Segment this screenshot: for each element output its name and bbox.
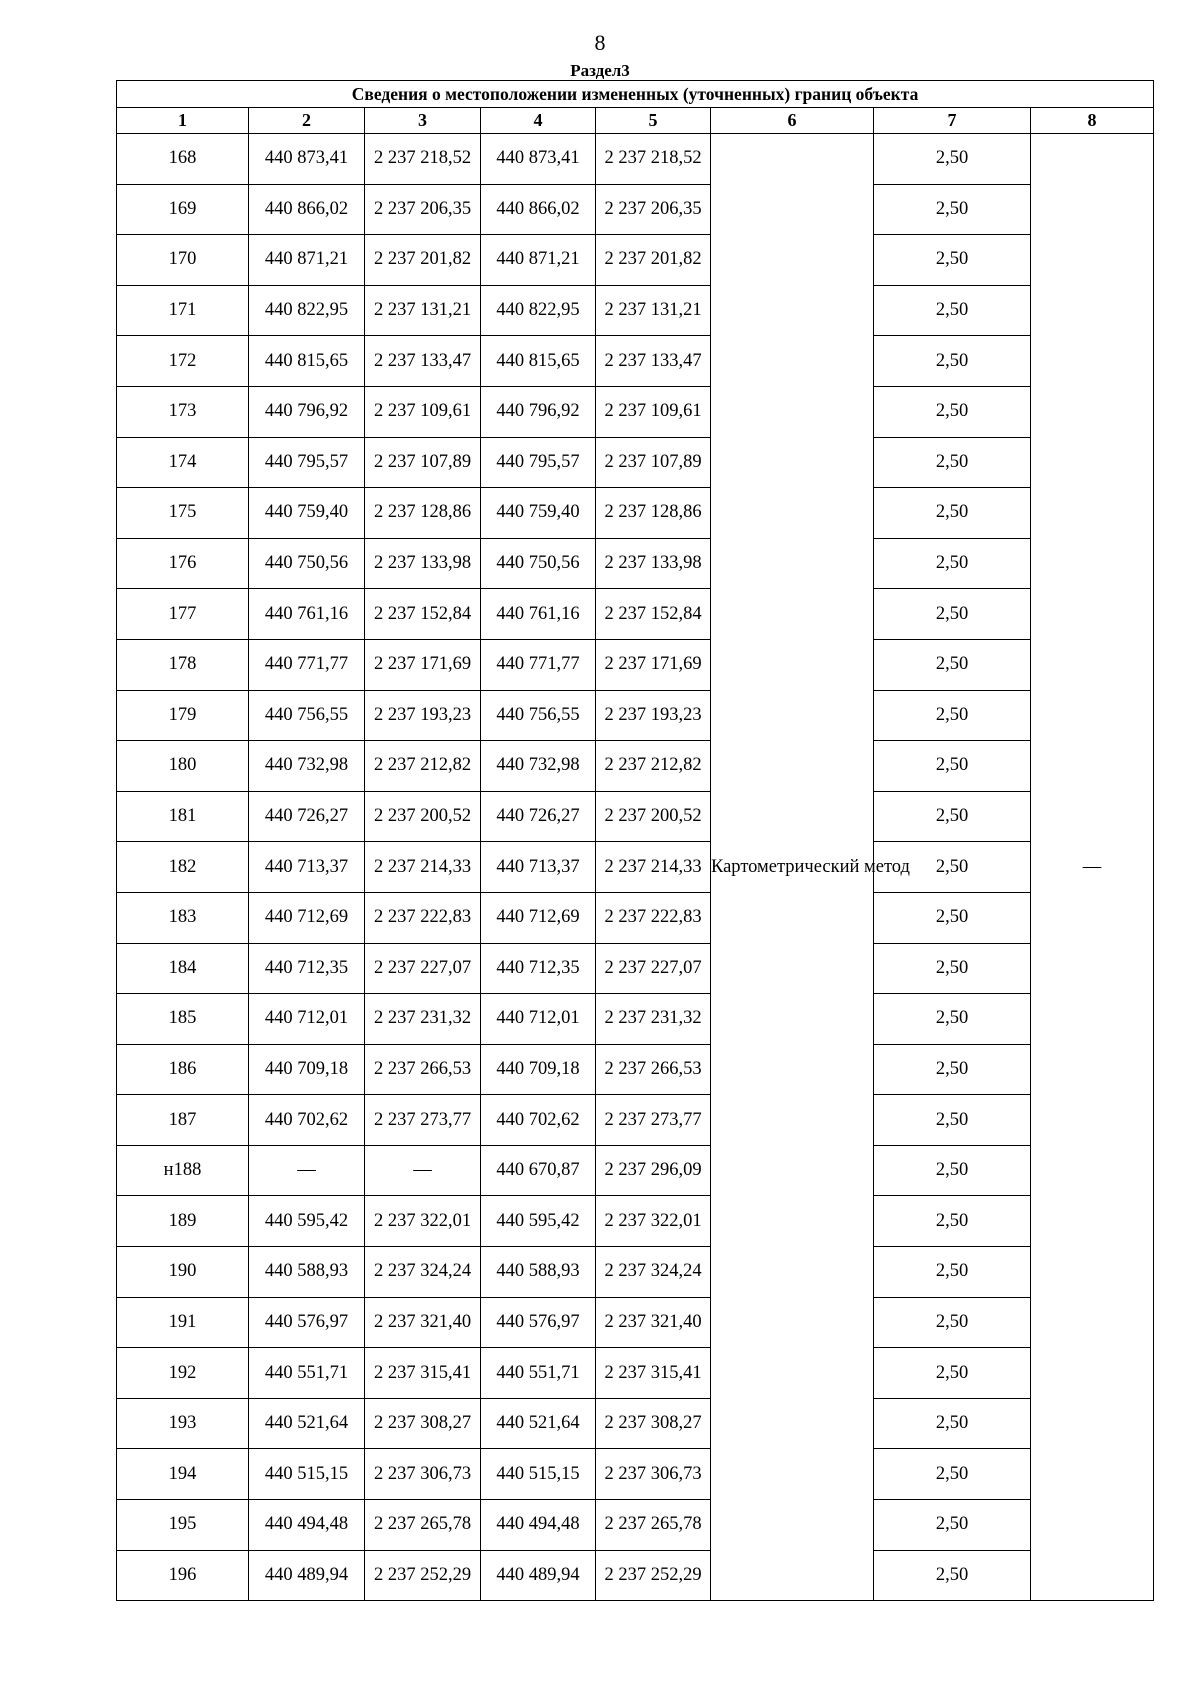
old-y-cell: 2 237 266,53 [365, 1044, 481, 1095]
old-x-cell: 440 873,41 [249, 134, 365, 185]
old-x-cell: 440 771,77 [249, 639, 365, 690]
accuracy-cell: 2,50 [874, 892, 1031, 943]
new-y-cell: 2 237 128,86 [596, 488, 711, 539]
table-row [117, 1398, 1154, 1449]
point-number-cell: 184 [117, 943, 249, 994]
point-number-cell: 196 [117, 1550, 249, 1601]
new-x-cell: 440 702,62 [481, 1095, 596, 1146]
new-y-cell: 2 237 201,82 [596, 235, 711, 286]
old-x-cell: 440 732,98 [249, 741, 365, 792]
accuracy-cell: 2,50 [874, 488, 1031, 539]
page-number: 8 [594, 30, 606, 55]
old-x-cell: 440 866,02 [249, 184, 365, 235]
old-x-cell: 440 759,40 [249, 488, 365, 539]
table-row [117, 1348, 1154, 1399]
new-x-cell: 440 815,65 [481, 336, 596, 387]
old-x-cell: 440 871,21 [249, 235, 365, 286]
old-x-cell: 440 712,69 [249, 892, 365, 943]
new-x-cell: 440 709,18 [481, 1044, 596, 1095]
column-number: 5 [596, 108, 711, 134]
point-number-cell: 187 [117, 1095, 249, 1146]
column-number: 6 [711, 108, 874, 134]
column-number: 2 [249, 108, 365, 134]
old-x-cell: 440 822,95 [249, 285, 365, 336]
old-x-cell: 440 726,27 [249, 791, 365, 842]
table-row [117, 1550, 1154, 1601]
table-row [117, 589, 1154, 640]
old-x-cell: 440 489,94 [249, 1550, 365, 1601]
new-x-cell: 440 576,97 [481, 1297, 596, 1348]
point-number-cell: 169 [117, 184, 249, 235]
accuracy-cell: 2,50 [874, 741, 1031, 792]
table-row [117, 285, 1154, 336]
new-x-cell: 440 712,35 [481, 943, 596, 994]
table-row [117, 994, 1154, 1045]
accuracy-cell: 2,50 [874, 639, 1031, 690]
accuracy-cell: 2,50 [874, 791, 1031, 842]
new-x-cell: 440 866,02 [481, 184, 596, 235]
table-row [117, 690, 1154, 741]
old-y-cell: 2 237 227,07 [365, 943, 481, 994]
old-y-cell: 2 237 171,69 [365, 639, 481, 690]
new-y-cell: 2 237 266,53 [596, 1044, 711, 1095]
new-x-cell: 440 713,37 [481, 842, 596, 893]
old-y-cell: 2 237 128,86 [365, 488, 481, 539]
accuracy-cell: 2,50 [874, 1196, 1031, 1247]
old-y-cell: 2 237 133,47 [365, 336, 481, 387]
point-number-cell: 179 [117, 690, 249, 741]
point-number-cell: 189 [117, 1196, 249, 1247]
accuracy-cell: 2,50 [874, 134, 1031, 185]
old-x-cell: 440 551,71 [249, 1348, 365, 1399]
old-y-cell: 2 237 214,33 [365, 842, 481, 893]
new-y-cell: 2 237 324,24 [596, 1247, 711, 1298]
old-y-cell: 2 237 193,23 [365, 690, 481, 741]
point-number-cell: 168 [117, 134, 249, 185]
accuracy-cell: 2,50 [874, 336, 1031, 387]
table-row [117, 842, 1154, 893]
point-number-cell: 171 [117, 285, 249, 336]
accuracy-cell: 2,50 [874, 690, 1031, 741]
point-number-cell: 181 [117, 791, 249, 842]
new-x-cell: 440 750,56 [481, 538, 596, 589]
new-y-cell: 2 237 107,89 [596, 437, 711, 488]
accuracy-cell: 2,50 [874, 1044, 1031, 1095]
new-x-cell: 440 732,98 [481, 741, 596, 792]
table-row [117, 1196, 1154, 1247]
accuracy-cell: 2,50 [874, 1550, 1031, 1601]
old-y-cell: 2 237 206,35 [365, 184, 481, 235]
new-x-cell: 440 795,57 [481, 437, 596, 488]
new-y-cell: 2 237 315,41 [596, 1348, 711, 1399]
point-number-cell: 176 [117, 538, 249, 589]
old-x-cell: 440 796,92 [249, 386, 365, 437]
new-y-cell: 2 237 109,61 [596, 386, 711, 437]
old-y-cell: 2 237 222,83 [365, 892, 481, 943]
accuracy-cell: 2,50 [874, 1297, 1031, 1348]
point-number-cell: 170 [117, 235, 249, 286]
table-row [117, 892, 1154, 943]
new-x-cell: 440 670,87 [481, 1145, 596, 1196]
table-row [117, 791, 1154, 842]
old-y-cell: 2 237 200,52 [365, 791, 481, 842]
old-y-cell: 2 237 321,40 [365, 1297, 481, 1348]
section-title: Раздел3 [570, 61, 630, 80]
new-x-cell: 440 771,77 [481, 639, 596, 690]
point-number-cell: 177 [117, 589, 249, 640]
table-caption: Сведения о местоположении измененных (уточненных) границ объекта [117, 81, 1154, 108]
new-x-cell: 440 796,92 [481, 386, 596, 437]
new-y-cell: 2 237 131,21 [596, 285, 711, 336]
new-y-cell: 2 237 322,01 [596, 1196, 711, 1247]
accuracy-cell: 2,50 [874, 184, 1031, 235]
new-x-cell: 440 726,27 [481, 791, 596, 842]
method-cell: Картометрический метод [711, 134, 874, 1601]
point-number-cell: 183 [117, 892, 249, 943]
new-x-cell: 440 551,71 [481, 1348, 596, 1399]
column-number: 7 [874, 108, 1031, 134]
old-x-cell: 440 494,48 [249, 1500, 365, 1551]
point-number-cell: 194 [117, 1449, 249, 1500]
new-y-cell: 2 237 171,69 [596, 639, 711, 690]
point-number-cell: 195 [117, 1500, 249, 1551]
accuracy-cell: 2,50 [874, 386, 1031, 437]
table-row [117, 1095, 1154, 1146]
old-y-cell: 2 237 152,84 [365, 589, 481, 640]
old-y-cell: 2 237 107,89 [365, 437, 481, 488]
old-y-cell: 2 237 322,01 [365, 1196, 481, 1247]
table-row [117, 1247, 1154, 1298]
point-number-cell: 186 [117, 1044, 249, 1095]
new-x-cell: 440 712,01 [481, 994, 596, 1045]
table-row [117, 1044, 1154, 1095]
new-y-cell: 2 237 193,23 [596, 690, 711, 741]
new-y-cell: 2 237 231,32 [596, 994, 711, 1045]
new-x-cell: 440 822,95 [481, 285, 596, 336]
new-y-cell: 2 237 227,07 [596, 943, 711, 994]
accuracy-cell: 2,50 [874, 1398, 1031, 1449]
old-x-cell: 440 709,18 [249, 1044, 365, 1095]
table-row [117, 1145, 1154, 1196]
old-x-cell: 440 595,42 [249, 1196, 365, 1247]
new-y-cell: 2 237 306,73 [596, 1449, 711, 1500]
new-y-cell: 2 237 273,77 [596, 1095, 711, 1146]
old-y-cell: 2 237 265,78 [365, 1500, 481, 1551]
old-x-cell: 440 750,56 [249, 538, 365, 589]
accuracy-cell: 2,50 [874, 943, 1031, 994]
table-row [117, 235, 1154, 286]
old-x-cell: 440 756,55 [249, 690, 365, 741]
new-y-cell: 2 237 222,83 [596, 892, 711, 943]
point-number-cell: 175 [117, 488, 249, 539]
new-y-cell: 2 237 152,84 [596, 589, 711, 640]
column-number: 8 [1031, 108, 1154, 134]
new-y-cell: 2 237 321,40 [596, 1297, 711, 1348]
new-x-cell: 440 489,94 [481, 1550, 596, 1601]
accuracy-cell: 2,50 [874, 437, 1031, 488]
table-row [117, 1297, 1154, 1348]
accuracy-cell: 2,50 [874, 235, 1031, 286]
point-number-cell: н188 [117, 1145, 249, 1196]
table-row [117, 943, 1154, 994]
new-x-cell: 440 871,21 [481, 235, 596, 286]
new-y-cell: 2 237 252,29 [596, 1550, 711, 1601]
old-x-cell: 440 521,64 [249, 1398, 365, 1449]
accuracy-cell: 2,50 [874, 589, 1031, 640]
column8-cell: — [1031, 134, 1154, 1601]
old-x-cell: 440 702,62 [249, 1095, 365, 1146]
column-number: 4 [481, 108, 596, 134]
point-number-cell: 174 [117, 437, 249, 488]
point-number-cell: 173 [117, 386, 249, 437]
table-row [117, 741, 1154, 792]
new-y-cell: 2 237 206,35 [596, 184, 711, 235]
old-y-cell: 2 237 212,82 [365, 741, 481, 792]
point-number-cell: 191 [117, 1297, 249, 1348]
new-x-cell: 440 521,64 [481, 1398, 596, 1449]
table-body [117, 134, 1154, 1601]
old-x-cell: 440 761,16 [249, 589, 365, 640]
new-y-cell: 2 237 214,33 [596, 842, 711, 893]
new-y-cell: 2 237 265,78 [596, 1500, 711, 1551]
point-number-cell: 190 [117, 1247, 249, 1298]
new-x-cell: 440 873,41 [481, 134, 596, 185]
accuracy-cell: 2,50 [874, 1247, 1031, 1298]
table-row [117, 336, 1154, 387]
accuracy-cell: 2,50 [874, 994, 1031, 1045]
old-x-cell: 440 515,15 [249, 1449, 365, 1500]
old-y-cell: — [365, 1145, 481, 1196]
table-row [117, 488, 1154, 539]
old-y-cell: 2 237 133,98 [365, 538, 481, 589]
new-x-cell: 440 712,69 [481, 892, 596, 943]
old-y-cell: 2 237 109,61 [365, 386, 481, 437]
new-y-cell: 2 237 133,98 [596, 538, 711, 589]
old-x-cell: 440 713,37 [249, 842, 365, 893]
new-y-cell: 2 237 296,09 [596, 1145, 711, 1196]
accuracy-cell: 2,50 [874, 842, 1031, 893]
old-x-cell: 440 712,35 [249, 943, 365, 994]
table-row [117, 134, 1154, 185]
point-number-cell: 185 [117, 994, 249, 1045]
old-y-cell: 2 237 324,24 [365, 1247, 481, 1298]
old-x-cell: 440 712,01 [249, 994, 365, 1045]
old-y-cell: 2 237 131,21 [365, 285, 481, 336]
accuracy-cell: 2,50 [874, 538, 1031, 589]
old-y-cell: 2 237 218,52 [365, 134, 481, 185]
new-y-cell: 2 237 200,52 [596, 791, 711, 842]
accuracy-cell: 2,50 [874, 1500, 1031, 1551]
old-x-cell: 440 795,57 [249, 437, 365, 488]
column-number: 3 [365, 108, 481, 134]
old-y-cell: 2 237 201,82 [365, 235, 481, 286]
table-row [117, 1449, 1154, 1500]
accuracy-cell: 2,50 [874, 1095, 1031, 1146]
accuracy-cell: 2,50 [874, 1449, 1031, 1500]
accuracy-cell: 2,50 [874, 1145, 1031, 1196]
new-x-cell: 440 761,16 [481, 589, 596, 640]
new-x-cell: 440 588,93 [481, 1247, 596, 1298]
table-row [117, 184, 1154, 235]
old-y-cell: 2 237 273,77 [365, 1095, 481, 1146]
table-row [117, 437, 1154, 488]
table-row [117, 1500, 1154, 1551]
new-x-cell: 440 595,42 [481, 1196, 596, 1247]
point-number-cell: 178 [117, 639, 249, 690]
new-y-cell: 2 237 212,82 [596, 741, 711, 792]
point-number-cell: 180 [117, 741, 249, 792]
old-x-cell: 440 576,97 [249, 1297, 365, 1348]
column-number: 1 [117, 108, 249, 134]
new-x-cell: 440 756,55 [481, 690, 596, 741]
table-row [117, 538, 1154, 589]
new-x-cell: 440 494,48 [481, 1500, 596, 1551]
boundary-table [116, 80, 1154, 1601]
new-x-cell: 440 515,15 [481, 1449, 596, 1500]
old-y-cell: 2 237 252,29 [365, 1550, 481, 1601]
old-x-cell: 440 815,65 [249, 336, 365, 387]
old-y-cell: 2 237 308,27 [365, 1398, 481, 1449]
old-x-cell: 440 588,93 [249, 1247, 365, 1298]
table-row [117, 386, 1154, 437]
table-row [117, 639, 1154, 690]
point-number-cell: 193 [117, 1398, 249, 1449]
new-x-cell: 440 759,40 [481, 488, 596, 539]
accuracy-cell: 2,50 [874, 285, 1031, 336]
point-number-cell: 192 [117, 1348, 249, 1399]
new-y-cell: 2 237 308,27 [596, 1398, 711, 1449]
point-number-cell: 172 [117, 336, 249, 387]
point-number-cell: 182 [117, 842, 249, 893]
new-y-cell: 2 237 218,52 [596, 134, 711, 185]
old-y-cell: 2 237 315,41 [365, 1348, 481, 1399]
accuracy-cell: 2,50 [874, 1348, 1031, 1399]
old-y-cell: 2 237 231,32 [365, 994, 481, 1045]
old-x-cell: — [249, 1145, 365, 1196]
new-y-cell: 2 237 133,47 [596, 336, 711, 387]
old-y-cell: 2 237 306,73 [365, 1449, 481, 1500]
